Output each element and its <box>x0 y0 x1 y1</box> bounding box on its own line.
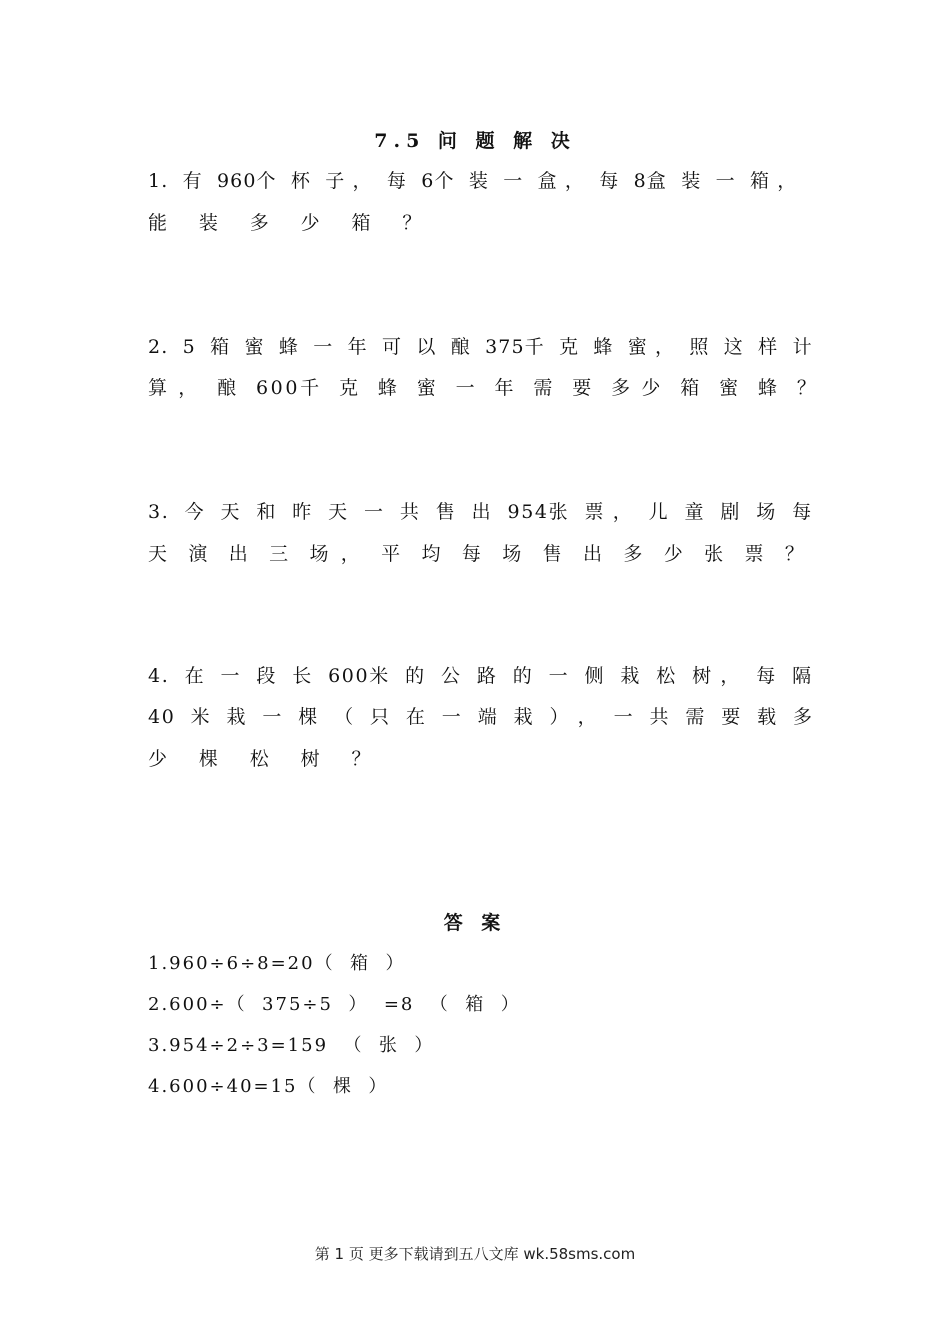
answer-4: 4.600÷40=15（ 棵 ） <box>148 1076 389 1097</box>
answer-heading: 答 案 <box>443 912 507 934</box>
question-4-line-1: 4. 在 一 段 长 600米 的 公 路 的 一 侧 栽 松 树 ， 每 隔 <box>148 665 813 687</box>
answer-2: 2.600÷（ 375÷5 ） =8 （ 箱 ） <box>148 994 521 1015</box>
question-3-line-2: 天 演 出 三 场 ， 平 均 每 场 售 出 多 少 张 票 ？ <box>148 543 808 565</box>
question-1-line-2: 能 装 多 少 箱 ？ <box>148 212 428 234</box>
question-4-line-2: 40 米 栽 一 棵 （ 只 在 一 端 栽 ） ， 一 共 需 要 载 多 <box>148 706 814 728</box>
document-title: 7.5 问 题 解 决 <box>374 130 576 152</box>
answer-3: 3.954÷2÷3=159 （ 张 ） <box>148 1035 435 1056</box>
answer-1: 1.960÷6÷8=20（ 箱 ） <box>148 953 406 974</box>
question-1-line-1: 1. 有 960个 杯 子 ， 每 6个 装 一 盒 ， 每 8盒 装 一 箱 ， <box>148 170 798 192</box>
question-2-line-1: 2. 5 箱 蜜 蜂 一 年 可 以 酿 375千 克 蜂 蜜 ， 照 这 样 计 <box>148 336 813 358</box>
question-3-line-1: 3. 今 天 和 昨 天 一 共 售 出 954张 票 ， 儿 童 剧 场 每 <box>148 501 813 523</box>
question-2-line-2: 算 ， 酿 600千 克 蜂 蜜 一 年 需 要 多 少 箱 蜜 蜂 ？ <box>148 377 819 399</box>
page-footer: 第 1 页 更多下载请到五八文库 wk.58sms.com <box>314 1245 636 1263</box>
question-4-line-3: 少 棵 松 树 ？ <box>148 748 378 770</box>
